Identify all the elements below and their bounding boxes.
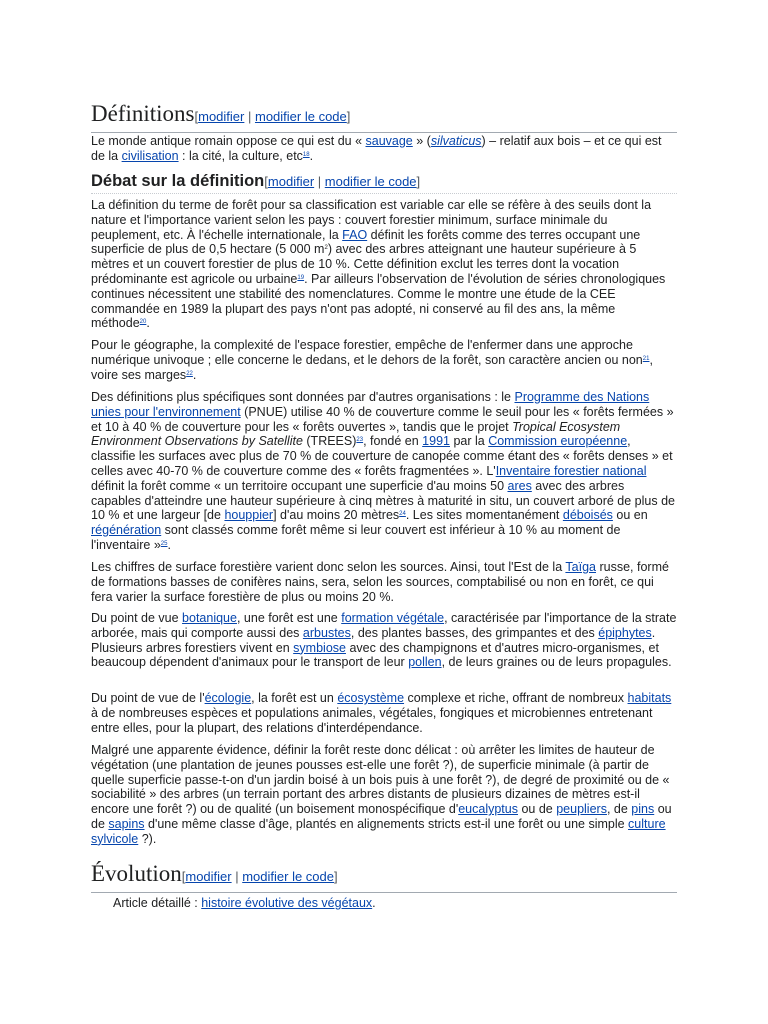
footnote-ref[interactable]: 25 <box>160 540 168 547</box>
link-ares[interactable]: ares <box>507 478 532 493</box>
section-title: Débat sur la définition <box>91 172 265 190</box>
link-habitats[interactable]: habitats <box>627 691 672 705</box>
link-arbustes[interactable]: arbustes <box>302 625 351 640</box>
link-symbiose[interactable]: symbiose <box>293 640 346 655</box>
footnote-ref[interactable]: 24 <box>399 511 406 518</box>
link-civilisation[interactable]: civilisation <box>121 148 179 163</box>
paragraph-1: La définition du terme de forêt pour sa classification est variable car elle se réfère à des seuils dont la nature et l'importance varient selon les pays : couvert forestier minimum, surface minimale du peuplement, etc. À l'échelle internationale, la FAO définit les forêts comme des terres occupant une superficie de plus de 0,5 hectare (5 000 $m^2$) avec des arbres atteignant une hauteur supérieure à 5 mètres et un couvert forestier de plus de 10 %. Cette définition exclut les terres dont la vocation prédominante est agricole ou urbaine$^{19}$. Par ailleurs l'observation de l'évolution de séries chronologiques continues nécessitent une stabilité des nomenclatures. Comme le montre une étude de la CEE commandée en 1989 la plupart des pays n'ont pas adopté, ni conservé au fil des ans, la même méthode$^{20}$. <box>91 198 666 331</box>
link-pins[interactable]: pins <box>631 802 655 817</box>
footnote-ref[interactable]: 20 <box>139 319 147 326</box>
section-title: Définitions <box>91 101 195 126</box>
link-peupliers[interactable]: peupliers <box>556 802 607 817</box>
link-ecosysteme[interactable]: écosystème <box>337 691 405 705</box>
edit-code-link[interactable]: modifier le code <box>254 109 347 124</box>
edit-link[interactable]: modifier <box>267 174 315 189</box>
edit-links: [modifier | modifier le code] <box>181 869 338 884</box>
edit-link[interactable]: modifier <box>185 869 232 884</box>
link-formation-vegetale[interactable]: formation végétale <box>341 611 445 625</box>
paragraph-2: Pour le géographe, la complexité de l'espace forestier, empêche de l'enfermer dans une approche numérique univoque ; elle concerne le dedans, et le dehors de la forêt, son caractère ancien ou non$^{21}$, voire ses marges$^{22}$. <box>91 338 653 382</box>
hatnote-main-article: Article détaillé : histoire évolutive des végétaux. <box>113 896 376 910</box>
section-title: Évolution <box>91 861 182 886</box>
section-heading-debate <box>91 170 677 194</box>
link-botanique[interactable]: botanique <box>182 611 237 625</box>
section-heading-evolution <box>91 860 677 893</box>
footnote-ref[interactable]: 22 <box>186 370 193 377</box>
link-main-article[interactable]: histoire évolutive des végétaux <box>201 896 373 910</box>
footnote-ref[interactable]: 21 <box>642 355 650 362</box>
link-epiphytes[interactable]: épiphytes <box>598 625 652 640</box>
link-pollen[interactable]: pollen <box>408 655 442 670</box>
link-silvaticus[interactable]: silvaticus <box>430 134 482 148</box>
footnote-ref[interactable]: 18 <box>302 151 310 158</box>
link-fao[interactable]: FAO <box>342 227 368 242</box>
link-culture-sylvicole[interactable]: culture sylvicole <box>91 816 666 846</box>
link-pnue[interactable]: Programme des Nations unies pour l'environnement <box>91 390 650 419</box>
paragraph-4: Les chiffres de surface forestière varient donc selon les sources. Ainsi, tout l'Est de la Taïga russe, formé de formations basses de conifères nains, sera, selon les sources, comptabilisé ou non en forêt, ce qui fera varier la surface forestière de plus ou moins 20 %. <box>91 560 669 604</box>
footnote-ref[interactable]: 23 <box>356 437 364 444</box>
link-houppier[interactable]: houppier <box>224 508 274 523</box>
paragraph-7: Malgré une apparente évidence, définir la forêt reste donc délicat : où arrêter les limites de hauteur de végétation (une plantation de jeunes pousses est-elle une forêt ?), de superficie minimale (à partir de quelle superficie passe-t-on d'un jardin boisé à un bois puis à une forêt ?), de degré de proximité ou de « sociabilité » des arbres (un terrain portant des arbres distants de plusieurs dizaines de mètres est-il encore une forêt ?) ou de qualité (un boisement monospécifique d'eucalyptus ou de peupliers, de pins ou de sapins d'une même classe d'âge, plantés en alignements stricts est-il une forêt ou une simple culture sylvicole ?). <box>91 743 672 846</box>
paragraph-intro: Le monde antique romain oppose ce qui est du « sauvage » (silvaticus) – relatif aux bois – et ce qui est de la civilisation : la cité, la culture, etc$^{18}$. <box>91 134 662 163</box>
link-sapins[interactable]: sapins <box>108 816 145 831</box>
edit-links: [modifier | modifier le code] <box>194 109 351 124</box>
link-eucalyptus[interactable]: eucalyptus <box>458 802 518 817</box>
footnote-ref[interactable]: 19 <box>297 274 305 281</box>
link-1991[interactable]: 1991 <box>422 434 450 449</box>
edit-code-link[interactable]: modifier le code <box>242 869 334 884</box>
link-commission[interactable]: Commission européenne <box>488 434 628 449</box>
paragraph-3: Des définitions plus spécifiques sont données par d'autres organisations : le Programme des Nations unies pour l'environnement (PNUE) utilise 40 % de couverture comme le seuil pour les « forêts fermées » et 10 à 40 % de couverture pour les « forêts ouvertes », tandis que le projet Tropical Ecosystem Environment Observations by Satellite (TREES)$^{23}$, fondé en 1991 par la Commission européenne, classifie les surfaces avec plus de 70 % de couverture de canopée comme étant des « forêts denses » et celles avec 40-70 % de couverture comme des « forêts fragmentées ». L'Inventaire forestier national définit la forêt comme « un territoire occupant une superficie d'au moins 50 ares avec des arbres capables d'atteindre une hauteur supérieure à cinq mètres à maturité in situ, un couvert arboré de plus de 10 % et une largeur [de houppier] d'au moins 20 mètres$^{24}$. Les sites momentanément déboisés ou en régénération sont classés comme forêt même si leur couvert est inférieur à 10 % au moment de l'inventaire »$^{25}$. <box>91 390 675 552</box>
link-regeneration[interactable]: régénération <box>91 523 162 538</box>
paragraph-5: Du point de vue botanique, une forêt est une formation végétale, caractérisée par l'importance de la strate arborée, mais qui comporte aussi des arbustes, des plantes basses, des grimpantes et des épiphytes. Plusieurs arbres forestiers vivent en symbiose avec des champignons et d'autres micro-organismes, et beaucoup dépendent d'animaux pour le transport de leur pollen, de leurs graines ou de leurs propagules. <box>91 611 677 670</box>
edit-link[interactable]: modifier <box>198 109 245 124</box>
link-taiga[interactable]: Taïga <box>565 560 596 574</box>
paragraph-6: Du point de vue de l'écologie, la forêt est un écosystème complexe et riche, offrant de nombreux habitats à de nombreuses espèces et populations animales, végétales, fongiques et microbiennes entretenant entre elles, pour la plupart, des relations d'interdépendance. <box>91 691 672 735</box>
link-ecologie[interactable]: écologie <box>204 691 252 705</box>
edit-links: [modifier | modifier le code] <box>264 174 421 189</box>
section-heading-definitions <box>91 100 677 133</box>
link-inventaire[interactable]: Inventaire forestier national <box>495 463 647 478</box>
edit-code-link[interactable]: modifier le code <box>324 174 417 189</box>
link-sauvage[interactable]: sauvage <box>365 134 413 148</box>
link-deboises[interactable]: déboisés <box>562 508 613 523</box>
